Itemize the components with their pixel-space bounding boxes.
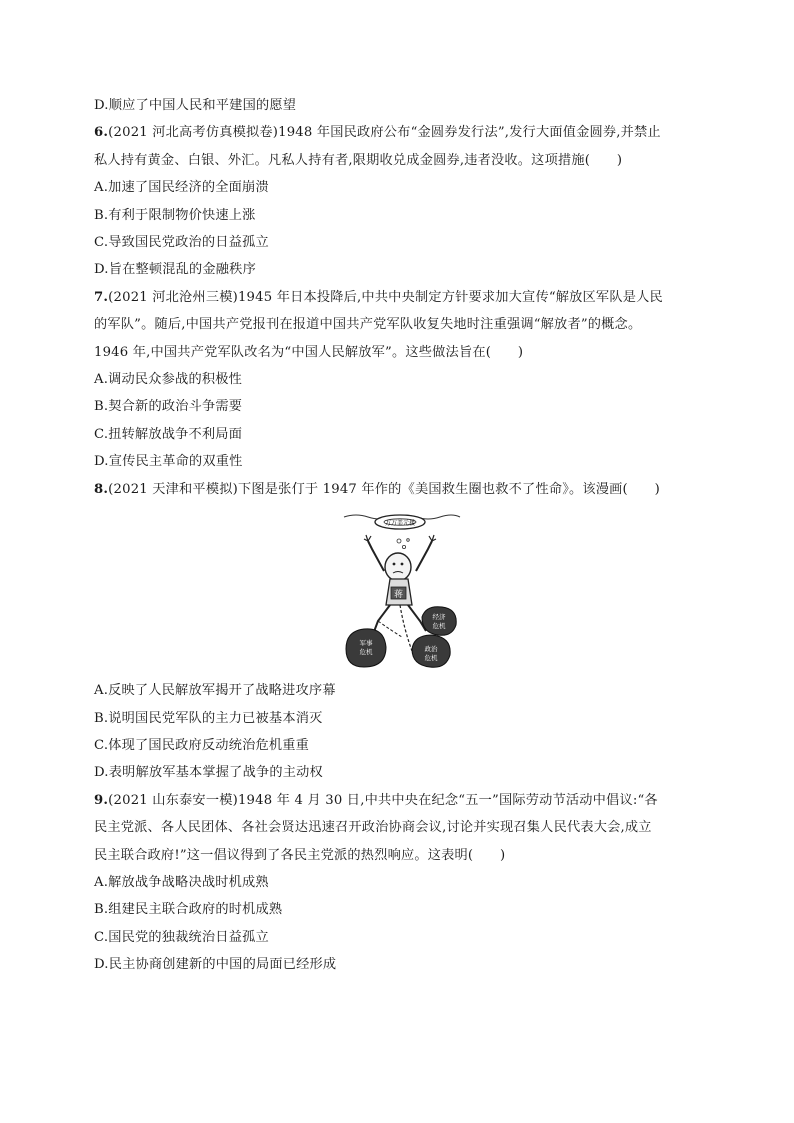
q6-stem-line-1: 6.(2021 河北高考仿真模拟卷)1948 年国民政府公布“金圆券发行法”,发行大面值金圆券,并禁止 <box>94 125 661 141</box>
q9-stem-line-2: 民主党派、各人民团体、各社会贤达迅速召开政治协商会议,讨论并实现召集人民代表大会,成立 <box>94 820 652 836</box>
q8-option-a: A.反映了人民解放军揭开了战略进攻序幕 <box>94 683 336 699</box>
q8-stem-line-1: 8.(2021 天津和平模拟)下图是张仃于 1947 年作的《美国救生圈也救不了性命》。该漫画( ) <box>94 481 661 497</box>
rock-military-label-1: 军事 <box>359 639 373 648</box>
q8-option-c: C.体现了国民政府反动统治危机重重 <box>94 737 310 753</box>
q9-number: 9. <box>94 792 109 808</box>
figure-label: 蒋 <box>393 590 404 601</box>
exam-page <box>94 92 706 979</box>
rock-military-label-2: 危机 <box>359 648 373 657</box>
figure-eye <box>401 563 404 566</box>
rock-economic-label-1: 经济 <box>432 613 446 622</box>
q5-option-d: D.顺应了中国人民和平建国的愿望 <box>94 98 297 113</box>
q9-option-b: B.组建民主联合政府的时机成熟 <box>94 902 283 918</box>
figure-eye <box>393 563 396 566</box>
rock-political-label-2: 危机 <box>424 654 438 663</box>
q8-number: 8. <box>94 481 109 497</box>
q7-stem-line-2: 的军队”。随后,中国共产党报刊在报道中国共产党军队收复失地时注重强调“解放者”的概念。 <box>94 317 642 333</box>
question-9 <box>94 787 706 979</box>
q8-option-d: D.表明解放军基本掌握了战争的主动权 <box>94 765 323 781</box>
bubble <box>407 539 410 542</box>
q6-option-a: A.加速了国民经济的全面崩溃 <box>94 180 269 196</box>
rock-economic <box>422 607 456 636</box>
right-hand <box>429 535 436 541</box>
q9-stem-line-3: 民主联合政府!”这一倡议得到了各民主党派的热烈响应。这表明( ) <box>94 847 506 863</box>
q6-stem-line-2: 私人持有黄金、白银、外汇。凡私人持有者,限期收兑成金圆券,违者没收。这项措施( ) <box>94 152 623 168</box>
q9-option-c: C.国民党的独裁统治日益孤立 <box>94 929 269 945</box>
chain <box>400 605 412 651</box>
q8-option-b: B.说明国民党军队的主力已被基本消灭 <box>94 710 323 726</box>
bubble <box>402 545 405 548</box>
cartoon-figure <box>94 507 706 675</box>
left-hand <box>364 535 371 541</box>
q6-number: 6. <box>94 125 109 141</box>
q6-option-d: D.旨在整顿混乱的金融秩序 <box>94 262 256 278</box>
q9-option-a: A.解放战争战略决战时机成熟 <box>94 874 269 890</box>
question-8 <box>94 476 706 787</box>
q7-option-d: D.宣传民主革命的双重性 <box>94 454 243 470</box>
rock-political-label-1: 政治 <box>424 645 438 654</box>
q7-stem-line-3: 1946 年,中国共产党军队改名为“中国人民解放军”。这些做法旨在( ) <box>94 344 524 360</box>
q6-option-c: C.导致国民党政治的日益孤立 <box>94 235 269 251</box>
right-arm <box>416 541 432 571</box>
question-7 <box>94 284 706 476</box>
q9-option-d: D.民主协商创建新的中国的局面已经形成 <box>94 957 337 973</box>
rock-economic-label-2: 危机 <box>432 622 446 631</box>
q7-stem-line-1: 7.(2021 河北沧州三模)1945 年日本投降后,中共中央制定方针要求加大宣传“解放区军队是人民 <box>94 289 663 305</box>
q9-stem-line-1: 9.(2021 山东泰安一模)1948 年 4 月 30 日,中共中央在纪念“五一”国际劳动节活动中倡议:“各 <box>94 792 658 808</box>
figure-head <box>385 553 411 581</box>
q7-option-b: B.契合新的政治斗争需要 <box>94 399 243 415</box>
q7-option-a: A.调动民众参战的积极性 <box>94 372 242 388</box>
q7-option-c: C.扭转解放战争不利局面 <box>94 426 243 442</box>
q6-option-b: B.有利于限制物价快速上涨 <box>94 207 256 223</box>
bubble <box>397 539 401 543</box>
q7-number: 7. <box>94 289 109 305</box>
cartoon-illustration <box>342 509 462 673</box>
left-arm <box>368 541 384 571</box>
life-ring-text: 万万美元援 <box>384 520 416 528</box>
question-6 <box>94 119 706 283</box>
